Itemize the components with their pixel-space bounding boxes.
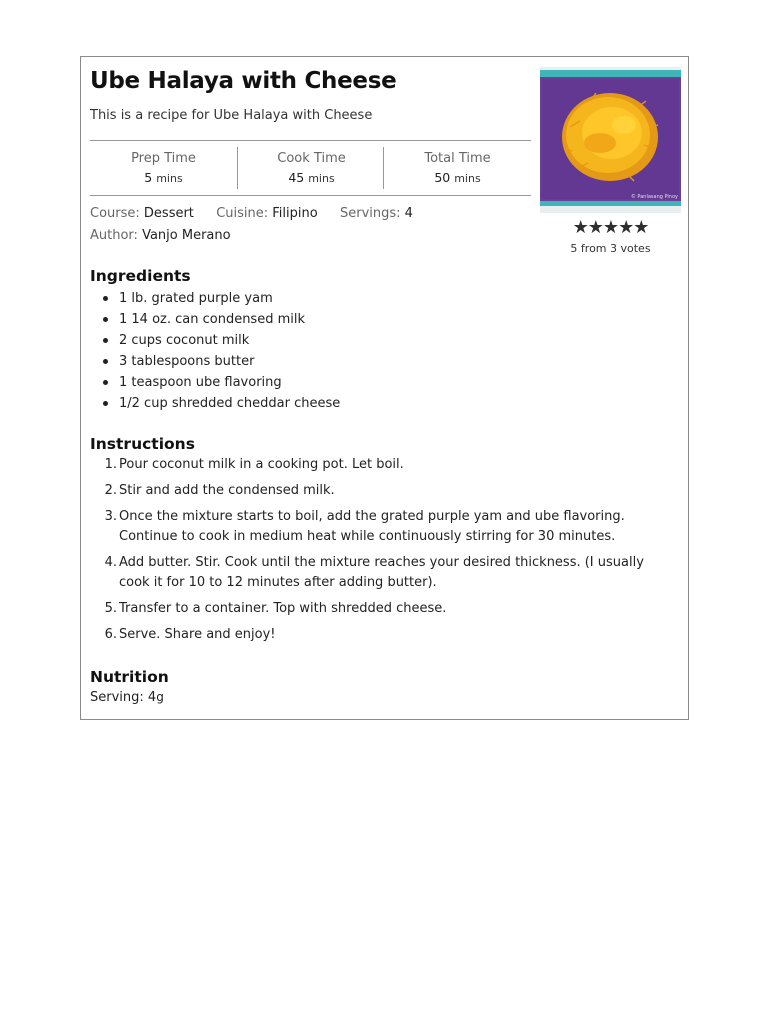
nutrition-heading: Nutrition xyxy=(90,668,169,686)
prep-time-value: 5 xyxy=(144,170,153,185)
prep-time-unit: mins xyxy=(156,172,183,185)
recipe-photo xyxy=(540,67,681,213)
instruction-step: 5. Transfer to a container. Top with shredded cheese. xyxy=(104,601,447,616)
instruction-step: 4. Add butter. Stir. Cook until the mixture reaches your desired thickness. (I usually cook it for 10 to 12 minutes after adding butter). xyxy=(104,555,644,590)
recipe-author xyxy=(90,228,231,243)
cook-time-value: 45 xyxy=(288,170,305,185)
recipe-tags xyxy=(90,206,413,221)
photo-watermark: © Panlasang Pinoy xyxy=(630,194,678,200)
nutrition-serving-value: 4 xyxy=(147,690,157,705)
recipe-times xyxy=(90,140,531,196)
instruction-step: 1. Pour coconut milk in a cooking pot. Let boil. xyxy=(104,457,404,472)
total-time-label: Total Time xyxy=(424,151,491,166)
nutrition-serving-unit: g xyxy=(156,690,164,704)
total-time-unit: mins xyxy=(454,172,481,185)
course-value[interactable]: Dessert xyxy=(143,206,194,221)
ingredient-item: 1 14 oz. can condensed milk xyxy=(81,309,661,330)
cuisine-value[interactable]: Filipino xyxy=(272,206,318,221)
recipe-card xyxy=(80,56,689,720)
prep-time xyxy=(90,147,237,189)
instructions-list xyxy=(81,455,681,651)
ingredient-item: 1 teaspoon ube flavoring xyxy=(81,372,661,393)
cook-time-label: Cook Time xyxy=(277,151,346,166)
recipe-title: Ube Halaya with Cheese xyxy=(90,68,397,94)
nutrition-serving-label: Serving: xyxy=(90,690,144,705)
instruction-step: 3. Once the mixture starts to boil, add the grated purple yam and ube flavoring. Continue to cook in medium heat while continuously stirring for 30 minutes. xyxy=(104,509,625,544)
servings-value: 4 xyxy=(404,206,413,221)
ingredient-item: 2 cups coconut milk xyxy=(81,330,661,351)
nutrition-serving xyxy=(90,690,164,705)
ingredient-item: 1/2 cup shredded cheddar cheese xyxy=(81,393,661,414)
ingredients-heading: Ingredients xyxy=(90,267,191,285)
instructions-heading: Instructions xyxy=(90,435,195,453)
author-name: Vanjo Merano xyxy=(142,228,231,243)
course-label: Course: xyxy=(90,206,140,221)
rating-stars[interactable]: ★★★★★ xyxy=(572,217,649,238)
recipe-summary: This is a recipe for Ube Halaya with Cheese xyxy=(90,108,373,123)
instruction-step: 2. Stir and add the condensed milk. xyxy=(104,483,335,498)
ingredients-list xyxy=(81,288,661,414)
prep-time-label: Prep Time xyxy=(131,151,196,166)
ingredient-item: 3 tablespoons butter xyxy=(81,351,661,372)
servings-label: Servings: xyxy=(339,206,401,221)
total-time xyxy=(383,147,531,189)
ingredient-item: 1 lb. grated purple yam xyxy=(81,288,661,309)
cheese-topping xyxy=(562,93,658,181)
total-time-value: 50 xyxy=(434,170,451,185)
instruction-step: 6. Serve. Share and enjoy! xyxy=(104,627,276,642)
cuisine-label: Cuisine: xyxy=(216,206,269,221)
cook-time-unit: mins xyxy=(308,172,335,185)
cook-time xyxy=(237,147,385,189)
rating-votes: 5 from 3 votes xyxy=(570,242,651,255)
author-label: Author: xyxy=(90,228,138,243)
